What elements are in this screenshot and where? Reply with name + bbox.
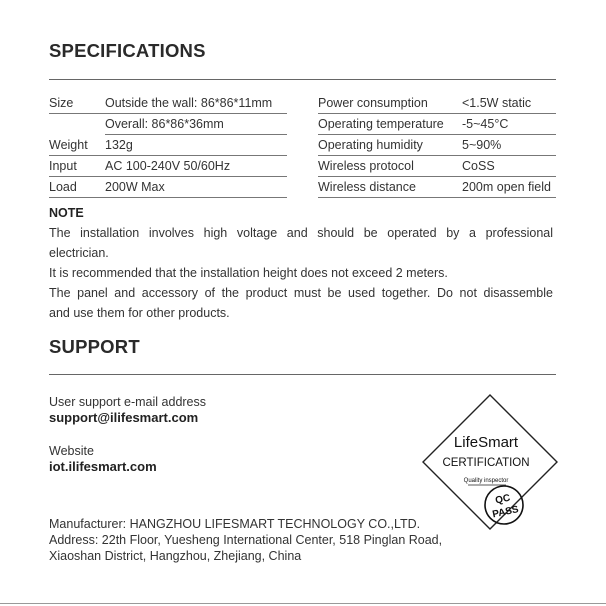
support-heading: SUPPORT	[49, 336, 140, 357]
spec-row	[318, 114, 556, 135]
qc-stamp-line1: QC	[494, 492, 512, 507]
note-line: The installation involves high voltage and should be operated by a professional	[49, 226, 553, 240]
spec-table-right	[318, 93, 556, 198]
certification-badge-icon	[420, 392, 560, 532]
spec-value: 132g	[105, 138, 133, 152]
spec-row	[105, 114, 287, 135]
note-line: The panel and accessory of the product must be used together. Do not disassemble	[49, 286, 553, 300]
support-divider	[49, 374, 556, 375]
support-email-link[interactable]: support@ilifesmart.com	[49, 410, 199, 425]
manufacturer-line: Manufacturer: HANGZHOU LIFESMART TECHNOLOGY CO.,LTD.	[49, 517, 421, 531]
address-line: Xiaoshan District, Hangzhou, Zhejiang, China	[49, 549, 302, 563]
bottom-divider	[0, 603, 606, 604]
spec-value: 5~90%	[462, 138, 502, 152]
website-link[interactable]: iot.ilifesmart.com	[49, 459, 157, 474]
spec-value: 200m open field	[462, 180, 551, 194]
spec-label: Size	[49, 96, 74, 110]
note-heading: NOTE	[49, 206, 84, 220]
spec-row	[318, 177, 556, 198]
spec-label: Load	[49, 180, 77, 194]
note-line: and use them for other products.	[49, 306, 230, 320]
badge-title: CERTIFICATION	[442, 457, 530, 469]
email-label: User support e-mail address	[49, 395, 207, 409]
spec-label: Wireless distance	[318, 180, 416, 194]
spec-label: Operating temperature	[318, 117, 444, 131]
spec-value: Overall: 86*86*36mm	[105, 117, 224, 131]
spec-row	[318, 135, 556, 156]
spec-label: Operating humidity	[318, 138, 423, 152]
spec-label: Power consumption	[318, 96, 428, 110]
spec-label: Weight	[49, 138, 88, 152]
spec-row	[49, 135, 287, 156]
spec-table-left	[49, 93, 287, 198]
specifications-divider	[49, 79, 556, 80]
badge-inspector: Quality inspector	[463, 478, 509, 484]
address-line: Address: 22th Floor, Yuesheng International Center, 518 Pinglan Road,	[49, 533, 443, 547]
spec-value: 200W Max	[105, 180, 165, 194]
website-label: Website	[49, 444, 94, 458]
spec-row	[49, 156, 287, 177]
spec-label: Wireless protocol	[318, 159, 414, 173]
spec-value: AC 100-240V 50/60Hz	[105, 159, 231, 173]
spec-value: Outside the wall: 86*86*11mm	[105, 96, 273, 110]
spec-value: -5~45°C	[462, 117, 509, 131]
spec-row	[49, 177, 287, 198]
badge-brand: LifeSmart	[453, 434, 519, 451]
spec-row	[318, 156, 556, 177]
spec-value: CoSS	[462, 159, 495, 173]
specifications-heading: SPECIFICATIONS	[49, 40, 206, 61]
note-line: electrician.	[49, 246, 109, 260]
spec-label: Input	[49, 159, 77, 173]
spec-row	[49, 93, 287, 114]
spec-value: <1.5W static	[462, 96, 532, 110]
note-line: It is recommended that the installation height does not exceed 2 meters.	[49, 266, 448, 280]
spec-row	[318, 93, 556, 114]
qc-stamp-line2: PASS	[491, 504, 520, 521]
